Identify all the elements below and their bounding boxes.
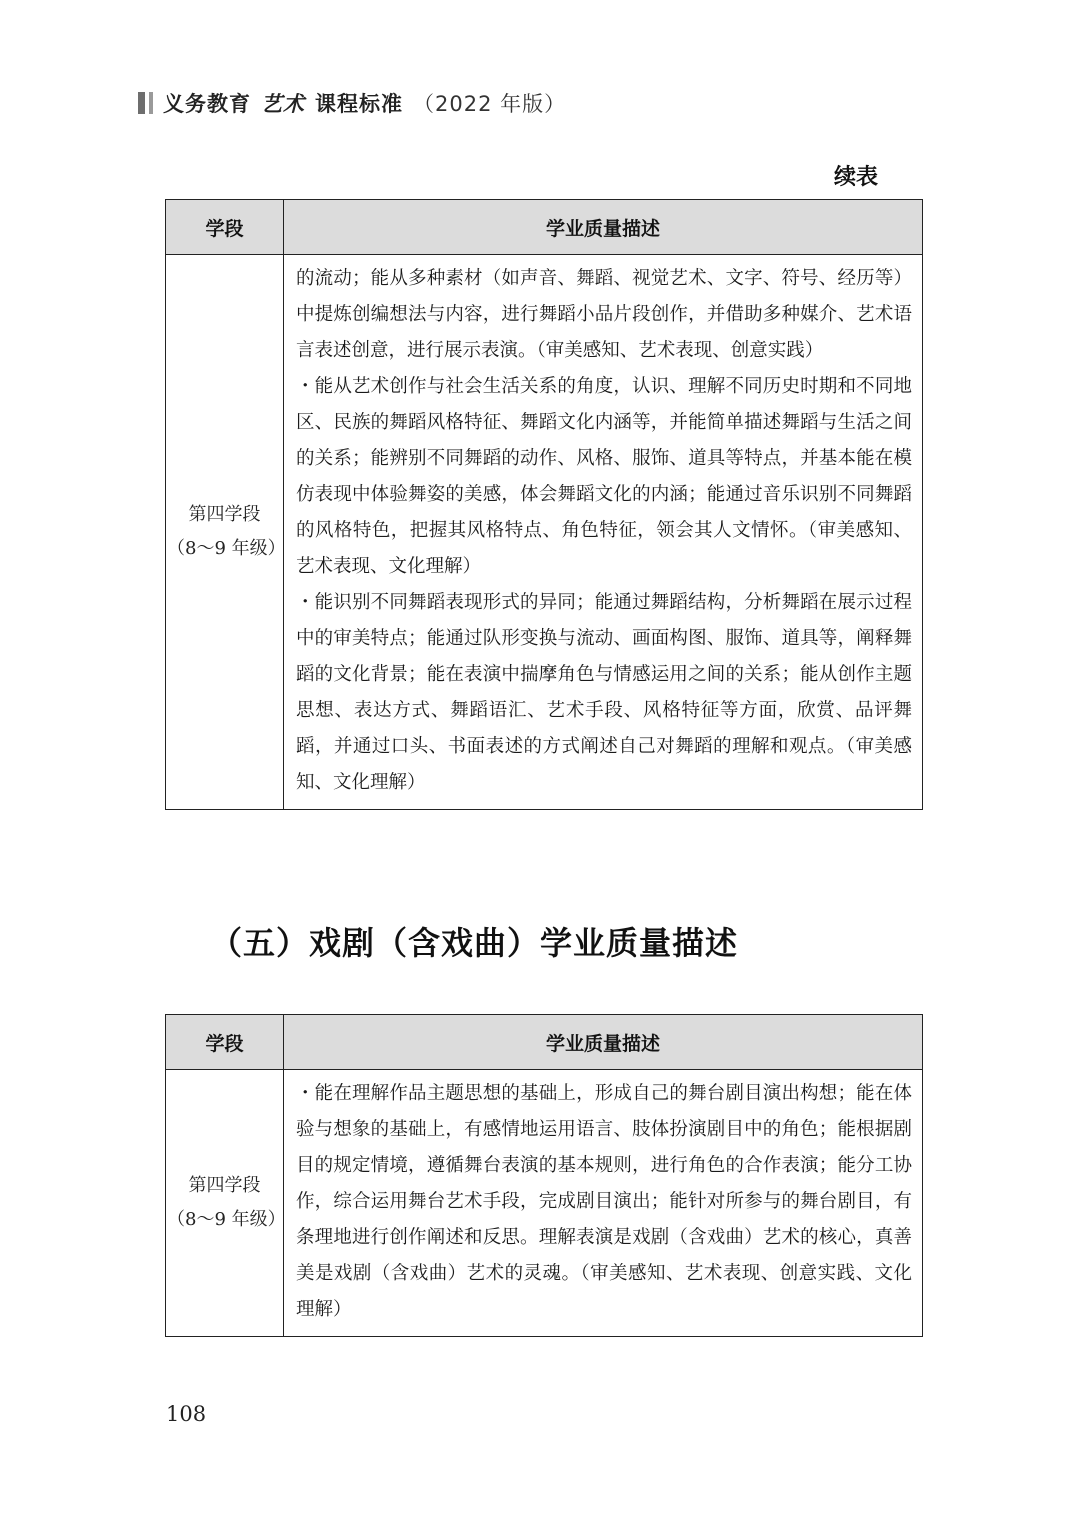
table-row: [166, 255, 923, 810]
table-header-row: [166, 1015, 923, 1070]
header-bar-marks: [138, 92, 153, 114]
stage-cell: [166, 1070, 284, 1337]
header-title-italic: 艺术: [261, 92, 305, 116]
description-paragraph: ・能识别不同舞蹈表现形式的异同；能通过舞蹈结构，分析舞蹈在展示过程中的审美特点；能通过队形变换与流动、画面构图、服饰、道具等，阐释舞蹈的文化背景；能在表演中揣摩角色与情感运用之间的关系；能从创作主题思想、表达方式、舞蹈语汇、艺术手段、风格特征等方面，欣赏、品评舞蹈，并通过口头、书面表述的方式阐述自己对舞蹈的理解和观点。（审美感知、文化理解）: [296, 592, 912, 793]
drama-quality-table: [165, 1014, 923, 1337]
continued-table-label: 续表: [834, 165, 879, 190]
table-header-row: [166, 200, 923, 255]
stage-grades: （8～9 年级）: [167, 1209, 286, 1230]
column-header-stage: 学段: [166, 1015, 284, 1070]
stage-name: 第四学段: [188, 1175, 261, 1196]
header-title-year: （2022 年版）: [413, 92, 567, 116]
description-paragraph: ・能从艺术创作与社会生活关系的角度，认识、理解不同历史时期和不同地区、民族的舞蹈风格特征、舞蹈文化内涵等，并能简单描述舞蹈与生活之间的关系；能辨别不同舞蹈的动作、风格、服饰、道具等特点，并基本能在模仿表现中体验舞姿的美感，体会舞蹈文化的内涵；能通过音乐识别不同舞蹈的风格特色，把握其风格特点、角色特征，领会其人文情怀。（审美感知、艺术表现、文化理解）: [296, 376, 912, 577]
running-header-title: [163, 88, 566, 118]
description-paragraph: ・能在理解作品主题思想的基础上，形成自己的舞台剧目演出构想；能在体验与想象的基础上，有感情地运用语言、肢体扮演剧目中的角色；能根据剧目的规定情境，遵循舞台表演的基本规则，进行角色的合作表演；能分工协作，综合运用舞台艺术手段，完成剧目演出；能针对所参与的舞台剧目，有条理地进行创作阐述和反思。理解表演是戏剧（含戏曲）艺术的核心，真善美是戏剧（含戏曲）艺术的灵魂。（审美感知、艺术表现、创意实践、文化理解）: [296, 1083, 912, 1320]
running-header: [138, 88, 566, 118]
column-header-description: 学业质量描述: [284, 1015, 923, 1070]
stage-cell: [166, 255, 284, 810]
section-heading: （五）戏剧（含戏曲）学业质量描述: [210, 924, 739, 962]
column-header-description: 学业质量描述: [284, 200, 923, 255]
column-header-stage: 学段: [166, 200, 284, 255]
stage-name: 第四学段: [188, 504, 261, 525]
description-cell: [284, 255, 923, 810]
description-cell: [284, 1070, 923, 1337]
stage-grades: （8～9 年级）: [167, 538, 286, 559]
description-paragraph: 的流动；能从多种素材（如声音、舞蹈、视觉艺术、文字、符号、经历等）中提炼创编想法与内容，进行舞蹈小品片段创作，并借助多种媒介、艺术语言表述创意，进行展示表演。（审美感知、艺术表现、创意实践）: [296, 268, 912, 361]
table-row: [166, 1070, 923, 1337]
header-title-part1: 义务教育: [163, 92, 251, 116]
dance-quality-table: [165, 199, 923, 810]
header-title-part2: 课程标准: [315, 92, 403, 116]
page-number: 108: [166, 1402, 207, 1426]
